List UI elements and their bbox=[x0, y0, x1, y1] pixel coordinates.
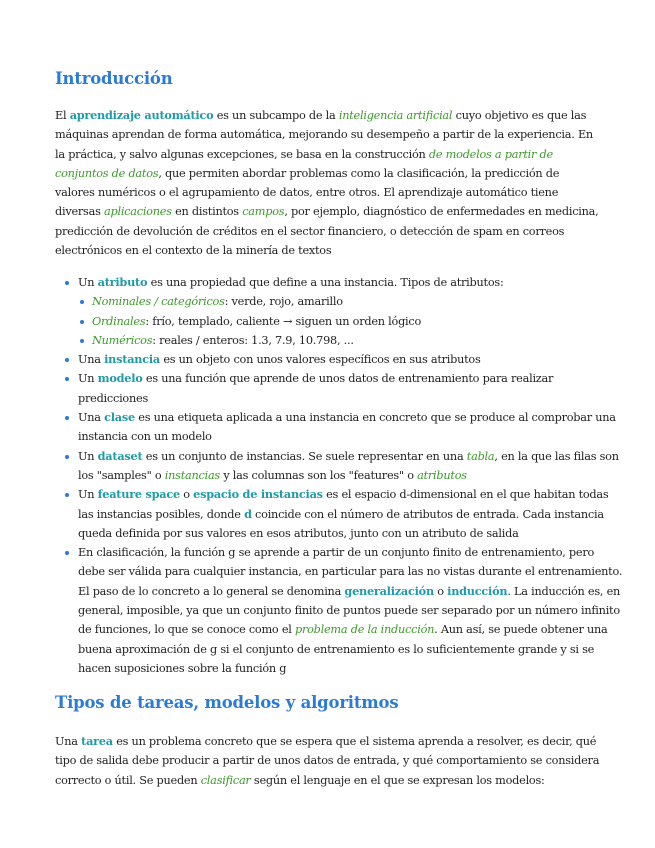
link-problema-de-la-induccion[interactable]: problema de la inducción bbox=[294, 623, 435, 637]
link-nominales[interactable]: Nominales / categóricos bbox=[92, 295, 225, 309]
list-item-nominales: Nominales / categóricos: verde, rojo, amarillo bbox=[92, 292, 623, 311]
link-campos[interactable]: campos bbox=[242, 205, 285, 219]
term-feature-space: feature space bbox=[97, 487, 180, 502]
term-espacio-de-instancias: espacio de instancias bbox=[193, 487, 323, 502]
link-modelos-conjuntos-datos[interactable]: de modelos a partir de conjuntos de datos bbox=[55, 147, 553, 180]
list-item-clase: Una clase es una etiqueta aplicada a una instancia en concreto que se produce al comprobar una instancia con un modelo bbox=[78, 408, 623, 447]
link-clasificar[interactable]: clasificar bbox=[200, 773, 251, 787]
list-item-modelo: Un modelo es una función que aprende de unos datos de entrenamiento para realizar predicciones bbox=[78, 369, 623, 408]
list-item-instancia: Una instancia es un objeto con unos valores específicos en sus atributos bbox=[78, 350, 623, 369]
term-generalizacion: generalización bbox=[344, 583, 434, 598]
term-clase: clase bbox=[104, 410, 135, 425]
list-item-clasificacion: En clasificación, la función g se aprende a partir de un conjunto finito de entrenamiento, pero debe ser válida para cualquier instancia, en particular para las no vistas durante el entrenamiento. El paso de lo concreto a lo general se denomina generalización o inducción. La inducción es, en general, imposible, ya que un conjunto finito de puntos puede ser separado por un número infinito de funciones, lo que se conoce como el problema de la inducción. Aun así, se puede obtener una buena aproximación de g si el conjunto de entrenamiento es lo suficientemente grande y si se hacen suposiciones sobre la función g bbox=[78, 543, 623, 678]
definitions-list bbox=[55, 273, 623, 678]
term-tarea: tarea bbox=[81, 734, 113, 748]
term-d: d bbox=[244, 506, 252, 521]
attribute-types-list bbox=[78, 292, 623, 350]
list-item-ordinales: Ordinales: frío, templado, caliente → siguen un orden lógico bbox=[92, 312, 623, 331]
link-numericos[interactable]: Numéricos bbox=[92, 333, 153, 347]
list-item-feature-space: Un feature space o espacio de instancias es el espacio d-dimensional en el que habitan todas las instancias posibles, donde d coincide con el número de atributos de entrada. Cada instancia queda definida por sus valores en esos atributos, junto con un atributo de salida bbox=[78, 485, 623, 543]
section-heading-tipos: Tipos de tareas, modelos y algoritmos bbox=[55, 693, 399, 712]
list-item-atributo: Un atributo es una propiedad que define a una instancia. Tipos de atributos: Nominales / categóricos: verde, rojo, amarillo Ordinales: frío, templado, caliente → siguen un orden lógico Numéricos: reales / enteros: 1.3, 7.9, 10.798, ... bbox=[78, 273, 623, 350]
link-tabla[interactable]: tabla bbox=[466, 449, 495, 463]
intro-paragraph: El aprendizaje automático es un subcampo de la inteligencia artificial cuyo objetivo es que las máquinas aprendan de forma automática, mejorando su desempeño a partir de la experiencia. En la práctica, y salvo algunas excepciones, se basa en la construcción de modelos a partir de conjuntos de datos, que permiten abordar problemas como la clasificación, la predicción de valores numéricos o el agrupamiento de datos, entre otros. El aprendizaje automático tiene diversas aplicaciones en distintos campos, por ejemplo, diagnóstico de enfermedades en medicina, predicción de devolución de créditos en el sector financiero, o detección de spam en correos electrónicos en el contexto de la minería de textos bbox=[55, 108, 599, 258]
link-ordinales[interactable]: Ordinales bbox=[92, 314, 146, 328]
link-instancias[interactable]: instancias bbox=[164, 468, 220, 482]
term-induccion: inducción bbox=[447, 583, 508, 598]
list-item-numericos: Numéricos: reales / enteros: 1.3, 7.9, 10.798, ... bbox=[92, 331, 623, 350]
tarea-paragraph: Una tarea es un problema concreto que se espera que el sistema aprenda a resolver, es decir, qué tipo de salida debe producir a partir de unos datos de entrada, y qué comportamiento se considera correcto o útil. Se pueden clasificar según el lenguaje en el que se expresan los modelos: bbox=[55, 734, 600, 787]
term-atributo: atributo bbox=[97, 275, 148, 289]
term-instancia: instancia bbox=[104, 352, 160, 367]
link-atributos[interactable]: atributos bbox=[417, 468, 467, 482]
link-aplicaciones[interactable]: aplicaciones bbox=[103, 205, 172, 219]
term-aprendizaje-automatico: aprendizaje automático bbox=[69, 108, 214, 122]
term-dataset: dataset bbox=[97, 448, 143, 463]
term-modelo: modelo bbox=[97, 371, 143, 386]
link-inteligencia-artificial[interactable]: inteligencia artificial bbox=[338, 109, 453, 122]
section-heading-introduccion: Introducción bbox=[55, 69, 173, 88]
list-item-dataset: Un dataset es un conjunto de instancias. Se suele representar en una tabla, en la que las filas son los "samples" o instancias y las columnas son los "features" o atributos bbox=[78, 447, 623, 486]
